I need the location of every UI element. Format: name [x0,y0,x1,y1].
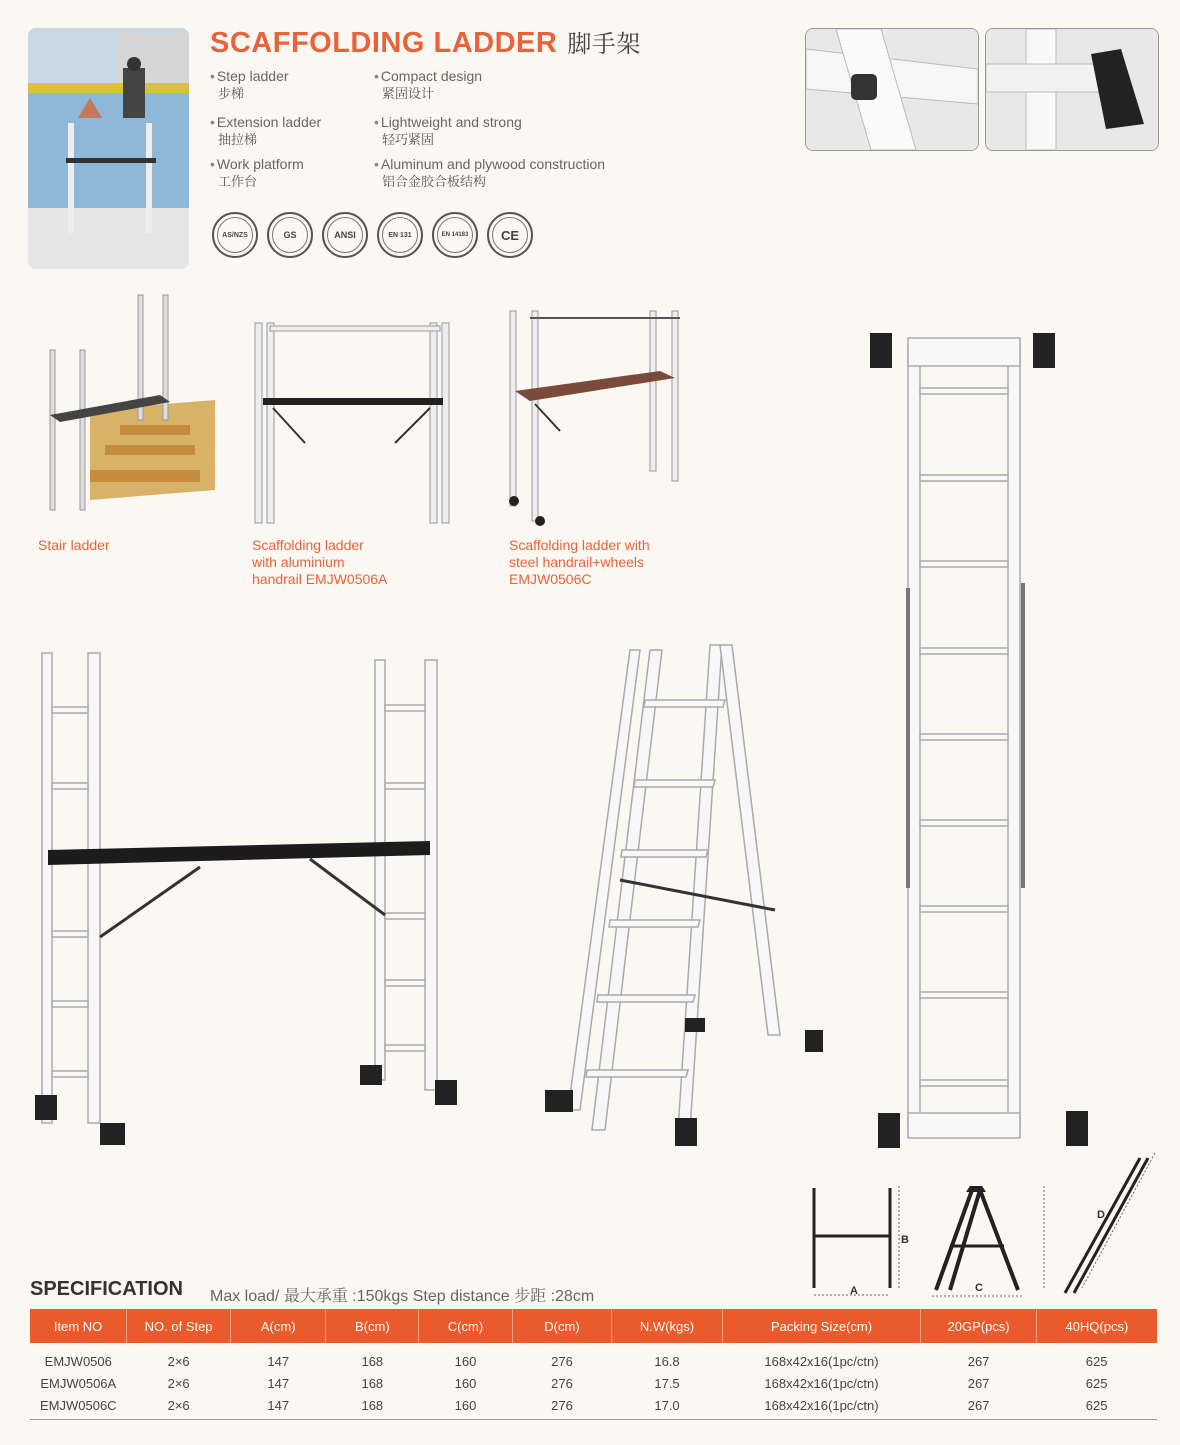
feature-item: • Work platform 工作台 [210,156,304,189]
table-row [30,1372,1157,1394]
column-header: B(cm) [326,1309,419,1343]
extension-ladder-illustration [868,328,1090,1150]
table-row [30,1343,1157,1372]
step-ladder-illustration [540,640,830,1150]
cert-badge: AS/NZS [212,212,258,258]
page-title: SCAFFOLDING LADDER 脚手架 [210,27,641,59]
feature-item: • Compact design 紧固设计 [374,68,483,101]
cell-c: 160 [454,1353,477,1369]
cell-d: 276 [551,1353,573,1369]
dimension-label-a: A [850,1285,858,1297]
cell-40hq: 625 [1085,1353,1108,1369]
certification-badges [212,212,533,258]
cell-c: 160 [419,1394,512,1420]
cell-a: 147 [267,1375,290,1391]
cell-40hq: 625 [1036,1394,1157,1420]
cell-a: 147 [231,1394,326,1420]
cert-badge: ANSI [322,212,368,258]
dimension-diagram-step [922,1180,1052,1298]
stair-ladder-photo [30,290,215,530]
cell-nw: 16.8 [654,1353,680,1369]
cell-item-no: EMJW0506A [40,1375,117,1391]
cert-badge: EN 131 [377,212,423,258]
column-header: Item NO [30,1309,127,1343]
cert-badge: GS [267,212,313,258]
column-header: NO. of Step [127,1309,231,1343]
cell-steps: 2×6 [127,1394,231,1420]
cell-d: 276 [512,1394,612,1420]
column-header: 20GP(pcs) [921,1309,1036,1343]
feature-item: • Lightweight and strong 轻巧紧固 [374,114,522,147]
feature-item: • Aluminum and plywood construction 铝合金胶合板结构 [374,156,606,189]
cell-nw: 17.0 [612,1394,722,1420]
column-header: D(cm) [512,1309,612,1343]
column-header: N.W(kgs) [612,1309,722,1343]
table-row [30,1394,1157,1420]
product-caption: Stair ladder [38,537,110,553]
hero-photo [28,28,189,269]
cell-20gp: 267 [921,1394,1036,1420]
cell-item-no: EMJW0506 [44,1353,112,1369]
hinge-detail-photo [805,28,979,151]
cert-badge: EN 14183 [432,212,478,258]
product-caption: Scaffolding ladder with steel handrail+wheels EMJW0506C [509,537,650,587]
scaffold-ladder-a-photo [245,318,455,530]
cert-badge: CE [487,212,533,258]
scaffold-ladder-c-photo [500,306,705,530]
column-header: Packing Size(cm) [722,1309,921,1343]
cell-a: 147 [267,1353,290,1369]
column-header: C(cm) [419,1309,512,1343]
spec-subtitle: Max load/ 最大承重 :150kgs Step distance 步距 :28cm [210,1288,595,1305]
dimension-diagram-platform [808,1178,908,1300]
cell-steps: 2×6 [167,1375,190,1391]
cell-40hq: 625 [1085,1375,1108,1391]
dimension-label-d: D [1097,1209,1105,1221]
dimension-diagram-extension [1060,1148,1160,1298]
cell-b: 168 [361,1375,384,1391]
column-header: A(cm) [231,1309,326,1343]
column-header: 40HQ(pcs) [1036,1309,1157,1343]
cell-b: 168 [361,1353,384,1369]
product-caption: Scaffolding ladder with aluminium handrail EMJW0506A [252,537,388,587]
cell-d: 276 [551,1375,573,1391]
cell-c: 160 [454,1375,477,1391]
feature-item: • Step ladder 步梯 [210,68,289,101]
dimension-label-b: B [901,1234,909,1246]
feature-item: • Extension ladder 抽拉梯 [210,114,322,147]
cell-20gp: 267 [967,1375,990,1391]
page-title-cn: 脚手架 [567,31,641,58]
work-platform-illustration [30,645,470,1150]
spec-table [30,1309,1157,1420]
dimension-label-c: C [975,1282,983,1294]
cell-item-no: EMJW0506C [30,1394,127,1420]
cell-steps: 2×6 [167,1353,190,1369]
cell-20gp: 267 [967,1353,990,1369]
spec-title: SPECIFICATION [30,1278,183,1300]
cell-b: 168 [326,1394,419,1420]
foot-detail-photo [985,28,1159,151]
cell-packing: 168x42x16(1pc/ctn) [764,1375,879,1391]
cell-nw: 17.5 [654,1375,680,1391]
cell-packing: 168x42x16(1pc/ctn) [722,1394,921,1420]
spec-header-row [30,1309,1157,1343]
cell-packing: 168x42x16(1pc/ctn) [764,1353,879,1369]
